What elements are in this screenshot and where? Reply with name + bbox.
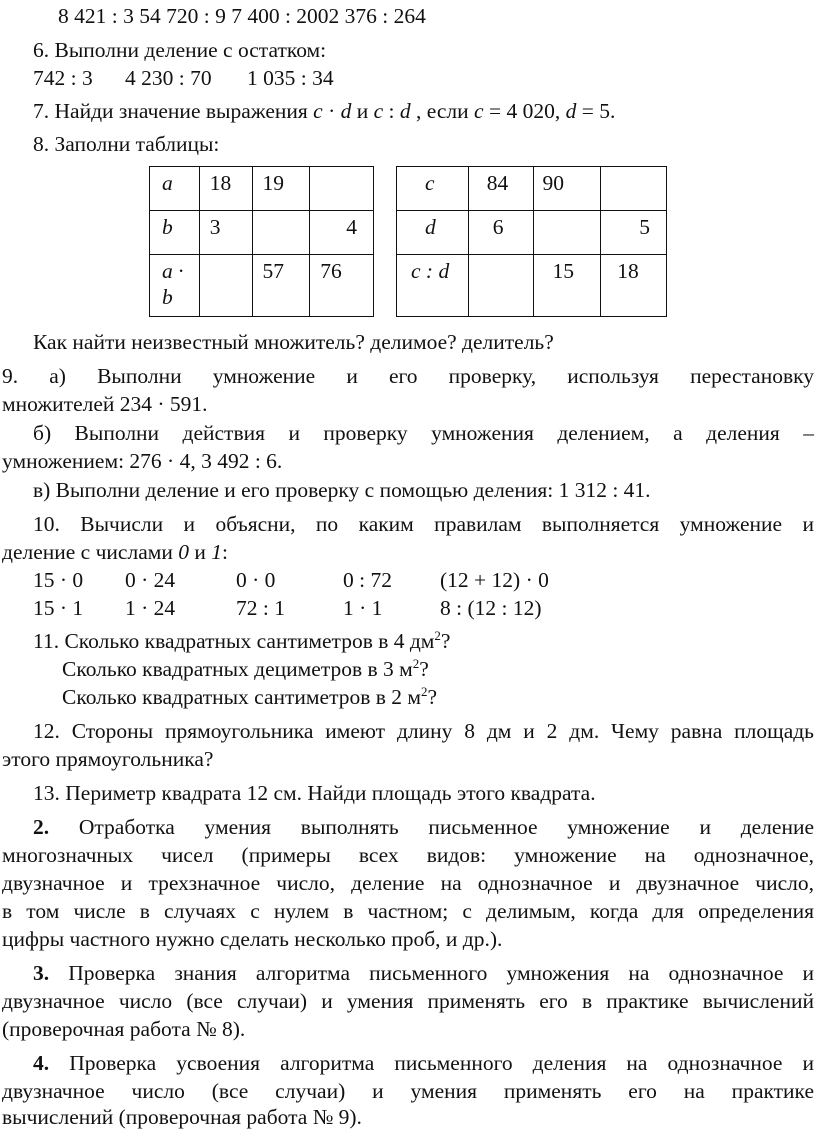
table-cell-label: a · b [150,255,200,317]
task9a-line1: 9. а) Выполни умножение и его проверку, используя перестановку [2,364,814,388]
expression: 15 · 1 [33,596,84,620]
table-row [397,167,667,211]
task12-line1: 12. Стороны прямоугольника имеют длину 8 дм и 2 дм. Чему равна площадь [33,719,814,743]
table-cell [601,167,667,211]
table-cell: 4 [310,211,374,255]
table-cell-label: a [150,167,200,211]
table-cell [310,167,374,211]
task6-items [33,64,733,92]
section3-line3: (проверочная работа № 8). [2,1017,246,1041]
section2-line5: цифры частного нужно сделать несколько проб, и др.). [2,927,503,951]
table-a-b [149,166,374,317]
task10-row1 [33,566,633,594]
table-cell: 6 [468,211,534,255]
expression: 72 : 1 [236,596,285,620]
task9b-line2: умножением: 276 · 4, 3 492 : 6. [2,449,283,473]
task6-item: 1 035 : 34 [247,66,334,90]
section2-line2: многозначных чисел (примеры всех видов: умножение на однозначное, [2,843,814,867]
task10-line1: 10. Вычисли и объясни, по каким правилам выполняется умножение и [33,512,814,536]
expression: 15 · 0 [33,568,84,592]
table-cell-label: c : d [397,255,469,317]
table-cell: 15 [534,255,601,317]
table-cell-label: b [150,211,200,255]
table-row [150,211,374,255]
expression: 0 : 72 [343,568,392,592]
expression: 0 · 0 [236,568,276,592]
task6-item: 4 230 : 70 [125,66,212,90]
table-row [150,255,374,317]
section4-line3: вычислений (проверочная работа № 9). [2,1105,362,1129]
table-row [150,167,374,211]
table-cell: 5 [601,211,667,255]
task7-line: 7. Найди значение выражения c · d и c : d , если c = 4 020, d = 5. [33,99,616,123]
expression: 0 · 24 [125,568,176,592]
table-cell [252,211,310,255]
task12-line2: этого прямоугольника? [2,747,214,771]
section2-line1: 2. Отработка умения выполнять письменное умножение и деление [33,815,814,839]
top-line: 8 421 : 3 54 720 : 9 7 400 : 2002 376 : 264 [58,4,426,28]
table-row [397,211,667,255]
section4-line2: двузначное число (все случаи) и умения применять его на практике [2,1079,814,1103]
task9a-line2: множителей 234 · 591. [2,392,208,416]
task13-line: 13. Периметр квадрата 12 см. Найди площадь этого квадрата. [33,781,596,805]
task11-line3: Сколько квадратных сантиметров в 2 $м^2$? [62,684,438,709]
section3-line2: двузначное число (все случаи) и умения применять его в практике вычислений [2,989,814,1013]
table-cell: 18 [199,167,252,211]
table-c-d [396,166,667,317]
expression: (12 + 12) · 0 [440,568,549,592]
expression: 8 : (12 : 12) [440,596,542,620]
table-cell: 3 [199,211,252,255]
table-cell: 57 [252,255,310,317]
section2-line3: двузначное и трехзначное число, деление на однозначное и двузначное число, [2,871,814,895]
table-cell: 19 [252,167,310,211]
task11-line2: Сколько квадратных дециметров в 3 $м^2$? [62,656,429,681]
task10-row2 [33,594,633,622]
table-cell [468,255,534,317]
question-line: Как найти неизвестный множитель? делимое? делитель? [33,330,554,354]
task6-title: 6. Выполни деление с остатком: [33,38,327,62]
table-row [397,255,667,317]
table-cell-label: c [397,167,469,211]
section2-line4: в том числе в случаях с нулем в частном; с делимым, когда для определения [2,899,814,923]
task9c-line: в) Выполни деление и его проверку с помощью деления: 1 312 : 41. [33,478,651,502]
table-cell [199,255,252,317]
task8-title: 8. Заполни таблицы: [33,132,220,156]
expression: 1 · 24 [125,596,176,620]
table-cell-label: d [397,211,469,255]
expression: 1 · 1 [343,596,383,620]
task9b-line1: б) Выполни действия и проверку умножения делением, а деления – [33,421,814,445]
table-cell: 90 [534,167,601,211]
section3-line1: 3. Проверка знания алгоритма письменного умножения на однозначное и [33,961,814,985]
table-cell [534,211,601,255]
table-cell: 76 [310,255,374,317]
table-cell: 18 [601,255,667,317]
task10-line2: деление с числами 0 и 1: [2,540,228,564]
task6-item: 742 : 3 [33,66,93,90]
task11-line1: 11. Сколько квадратных сантиметров в 4 $дм^2$? [33,628,451,653]
table-cell: 84 [468,167,534,211]
section4-line1: 4. Проверка усвоения алгоритма письменного деления на однозначное и [33,1051,814,1075]
